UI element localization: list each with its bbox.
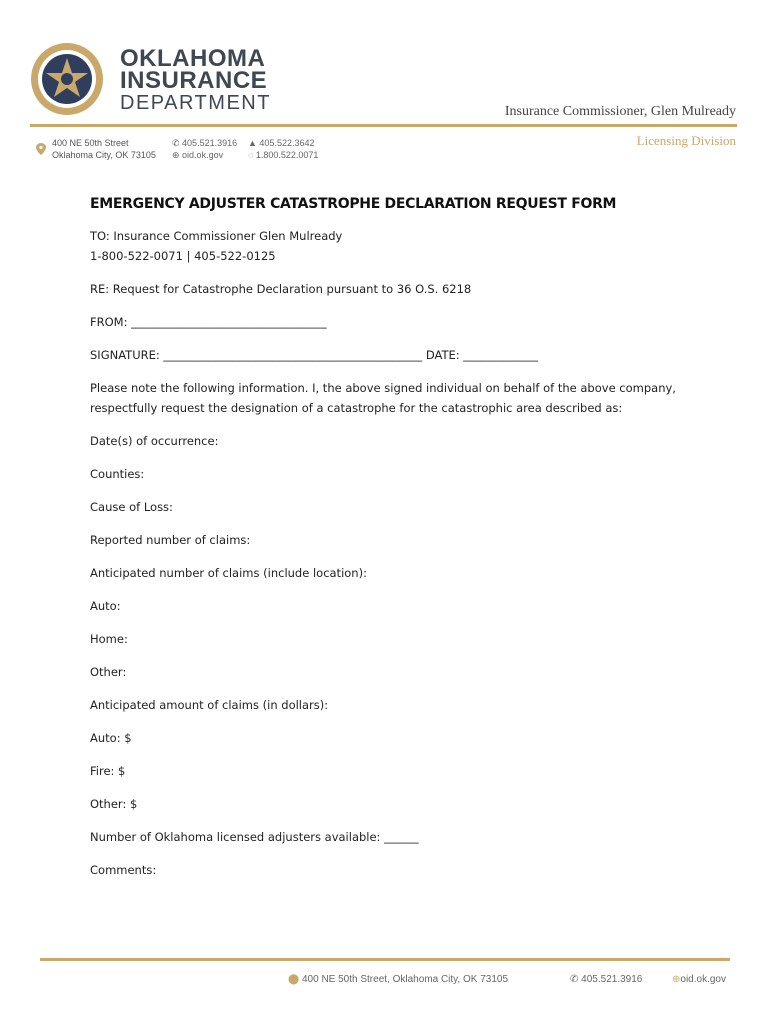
- footer-phone-text: 405.521.3916: [581, 974, 643, 985]
- org-name-line3: DEPARTMENT: [120, 92, 271, 114]
- fax-icon: ▲: [248, 138, 260, 148]
- footer-divider: [40, 958, 730, 961]
- field-anticipated-amount: Anticipated amount of claims (in dollars):: [90, 698, 329, 712]
- to-line: TO: Insurance Commissioner Glen Mulready: [90, 229, 343, 243]
- header-contact-col2: [248, 137, 318, 161]
- footer-website: [672, 974, 726, 985]
- field-counties[interactable]: Counties:: [90, 467, 145, 481]
- org-name-line2: INSURANCE: [120, 67, 268, 94]
- phone-icon: ✆: [570, 974, 582, 985]
- org-name: [120, 45, 271, 114]
- letterhead: [0, 0, 770, 180]
- globe-icon: ⊕: [672, 974, 681, 985]
- re-line: RE: Request for Catastrophe Declaration pursuant to 36 O.S. 6218: [90, 282, 472, 296]
- field-amount-other[interactable]: Other: $: [90, 797, 138, 811]
- field-occurrence-dates[interactable]: Date(s) of occurrence:: [90, 434, 219, 448]
- location-pin-icon: [36, 143, 46, 155]
- header-phone: 405.521.3916: [182, 138, 238, 148]
- field-claims-home[interactable]: Home:: [90, 632, 128, 646]
- header-website[interactable]: oid.ok.gov: [182, 150, 224, 160]
- tollfree-icon: ◌: [248, 150, 256, 160]
- commissioner-name: Insurance Commissioner, Glen Mulready: [504, 104, 736, 119]
- from-field[interactable]: FROM: __________________________________: [90, 315, 327, 329]
- field-comments[interactable]: Comments:: [90, 863, 157, 877]
- footer-address-text: 400 NE 50th Street, Oklahoma City, OK 73105: [301, 974, 509, 985]
- request-paragraph: Please note the following information. I, the above signed individual on behalf of the above company, respectfully request the designation of a catastrophe for the catastrophic area described as:: [90, 381, 676, 415]
- field-reported-claims[interactable]: Reported number of claims:: [90, 533, 251, 547]
- header-contact-col1: [172, 137, 237, 161]
- field-amount-fire[interactable]: Fire: $: [90, 764, 126, 778]
- header-tollfree: 1.800.522.0071: [255, 150, 319, 160]
- address-line1: 400 NE 50th Street: [52, 138, 129, 148]
- field-anticipated-claims: Anticipated number of claims (include location):: [90, 566, 367, 580]
- phones-line: 1-800-522-0071 | 405-522-0125: [90, 249, 276, 263]
- field-cause-of-loss[interactable]: Cause of Loss:: [90, 500, 173, 514]
- footer-website-text[interactable]: oid.ok.gov: [680, 974, 726, 985]
- form-body: [90, 196, 690, 880]
- field-claims-other[interactable]: Other:: [90, 665, 127, 679]
- signature-date-field[interactable]: SIGNATURE: _____________________________________________ DATE: _____________: [90, 348, 539, 362]
- field-amount-auto[interactable]: Auto: $: [90, 731, 132, 745]
- phone-icon: ✆: [172, 138, 183, 148]
- org-name-line1: OKLAHOMA: [120, 45, 266, 72]
- field-adjusters-available[interactable]: Number of Oklahoma licensed adjusters available: ______: [90, 830, 419, 844]
- footer-phone: [570, 974, 642, 985]
- field-claims-auto[interactable]: Auto:: [90, 599, 121, 613]
- globe-icon: ⊕: [172, 150, 183, 160]
- form-title: EMERGENCY ADJUSTER CATASTROPHE DECLARATION REQUEST FORM: [90, 196, 617, 212]
- header-divider: [30, 124, 737, 127]
- division-name: Licensing Division: [636, 133, 736, 148]
- state-seal-icon: [30, 42, 104, 116]
- footer-address: [288, 974, 508, 985]
- address-line2: Oklahoma City, OK 73105: [52, 150, 156, 160]
- location-pin-icon: ⬤: [288, 974, 302, 985]
- header-fax: 405.522.3642: [259, 138, 315, 148]
